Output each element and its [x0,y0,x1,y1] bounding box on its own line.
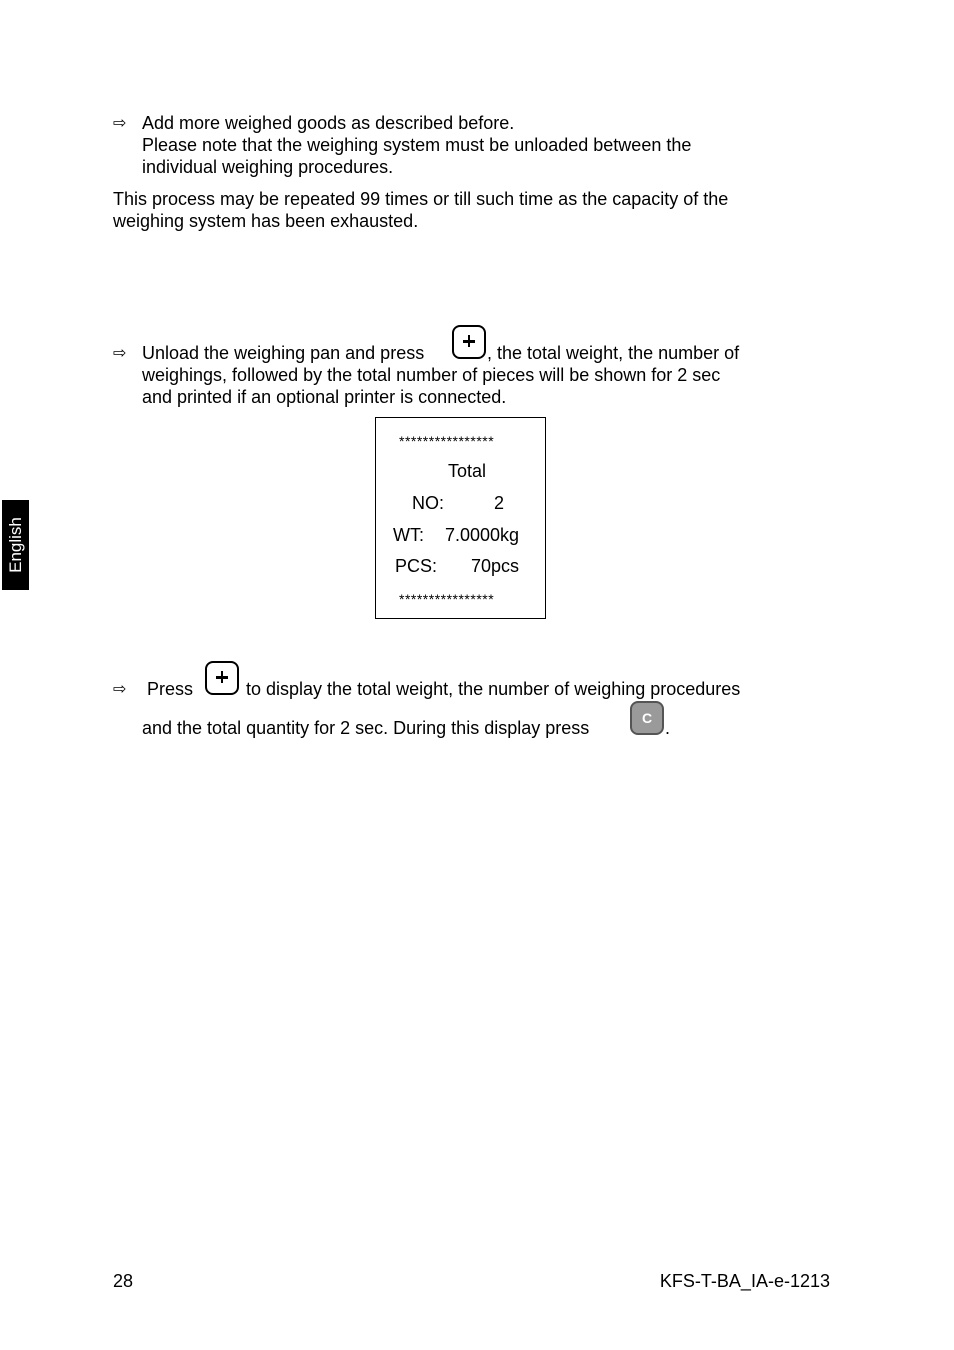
instruction-line: , the total weight, the number of [487,343,740,363]
plus-key-icon [452,325,486,359]
printout-box [375,417,546,619]
bullet-arrow-icon: ⇨ [113,113,127,132]
clear-key-label: C [641,710,653,726]
printout-stars-top: **************** [399,433,495,449]
paragraph-line: This process may be repeated 99 times or till such time as the capacity of the [113,189,729,209]
document-code: KFS-T-BA_IA-e-1213 [659,1271,830,1291]
plus-key-icon [205,661,239,695]
instruction-line: weighings, followed by the total number of pieces will be shown for 2 sec [142,365,721,385]
paragraph-line: weighing system has been exhausted. [113,211,419,231]
printout-no-label: NO: [412,493,445,513]
instruction-line: individual weighing procedures. [142,157,394,177]
page-number: 28 [113,1271,134,1291]
instruction-line: to display the total weight, the number of weighing procedures [246,679,741,699]
language-tab-label: English [5,517,25,573]
printout-wt-value: 7.0000kg [445,525,520,545]
clear-key-icon [630,701,664,735]
printout-pcs-value: 70pcs [471,556,520,576]
instruction-line: Add more weighed goods as described before. [142,113,515,133]
printout-pcs-label: PCS: [395,556,438,576]
printout-stars-bottom: **************** [399,591,495,607]
instruction-line: Press [147,679,194,699]
bullet-arrow-icon: ⇨ [113,343,127,362]
instruction-line: and printed if an optional printer is connected. [142,387,507,407]
instruction-line: Unload the weighing pan and press [142,343,425,363]
instruction-line: Please note that the weighing system must be unloaded between the [142,135,692,155]
language-tab [2,500,29,590]
instruction-line: and the total quantity for 2 sec. During this display press [142,718,590,738]
sentence-end: . [665,718,671,738]
bullet-arrow-icon: ⇨ [113,679,127,698]
printout-title: Total [448,461,487,481]
printout-wt-label: WT: [393,525,424,545]
printout-no-value: 2 [494,493,505,513]
